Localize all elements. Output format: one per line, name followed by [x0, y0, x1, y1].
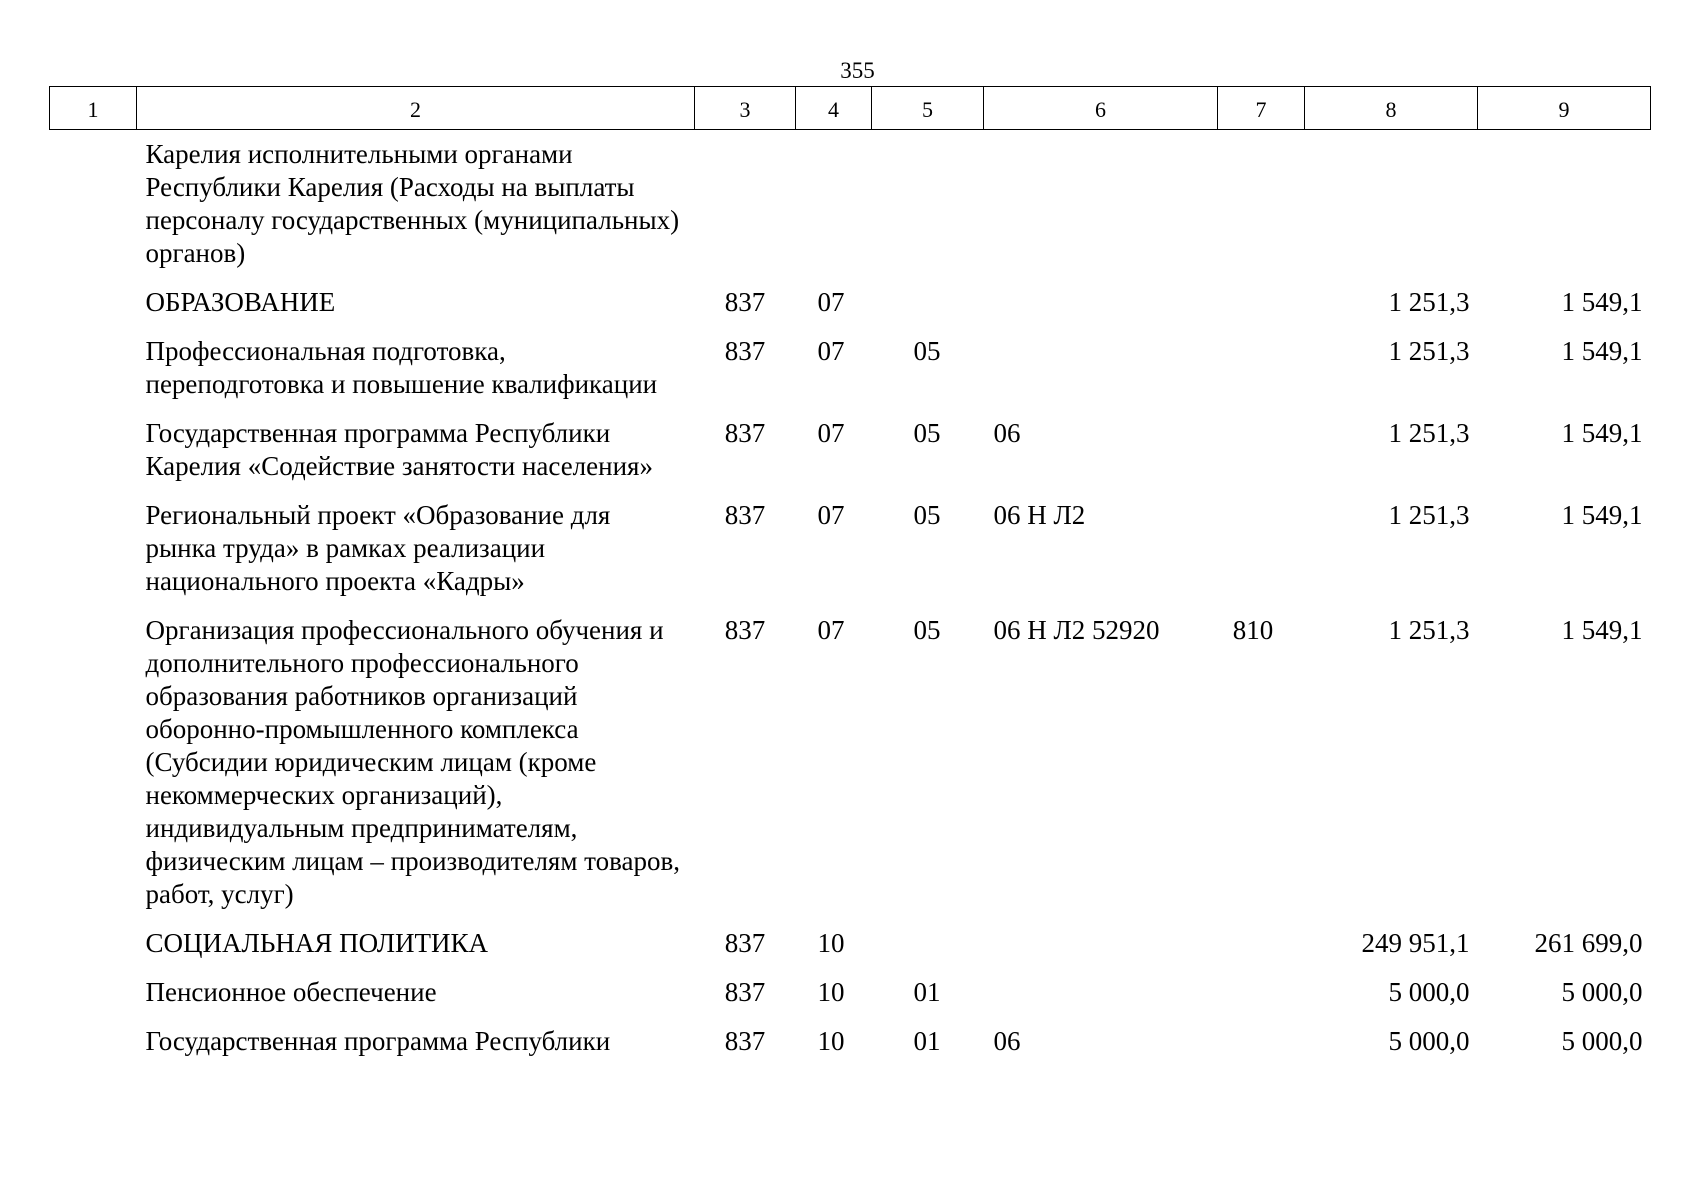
table-row [50, 976, 1651, 1025]
row-number-cell [50, 614, 137, 927]
subsection-code: 05 [913, 336, 941, 366]
column-header-7: 7 [1218, 87, 1305, 130]
amount-year-1: 249 951,1 [1361, 928, 1470, 958]
row-number-cell [50, 927, 137, 976]
row-number-cell [50, 417, 137, 499]
expense-type-code [1218, 976, 1305, 1025]
target-article-code [984, 927, 1218, 976]
column-header-4: 4 [796, 87, 872, 130]
row-number-cell [50, 1025, 137, 1074]
amount-year-1: 5 000,0 [1388, 977, 1470, 1007]
target-article-code [984, 286, 1218, 335]
section-code: 07 [817, 336, 845, 366]
subsection-code: 05 [913, 615, 941, 645]
admin-code: 837 [724, 1026, 766, 1056]
table-row [50, 335, 1651, 417]
amount-year-1: 1 251,3 [1388, 287, 1470, 317]
item-name: Профессиональная подготовка, переподготовка и повышение квалификации [145, 336, 658, 399]
expense-type-code [1218, 499, 1305, 614]
amount-year-1: 1 251,3 [1388, 500, 1470, 530]
column-header-1: 1 [50, 87, 137, 130]
target-article-code: 06 Н Л2 52920 [993, 615, 1160, 645]
column-header-3: 3 [695, 87, 796, 130]
amount-year-2: 1 549,1 [1561, 336, 1643, 366]
admin-code: 837 [724, 615, 766, 645]
item-name: Пенсионное обеспечение [145, 977, 437, 1007]
section-code: 07 [817, 615, 845, 645]
target-article-code [984, 130, 1218, 287]
item-name: Организация профессионального обучения и дополнительного профессионального образования работников организаций оборонно-промышленного комплекса (Субсидии юридическим лицам (кроме некоммерческих организаций), индивидуальным предпринимателям, физическим лицам – производителям товаров, работ, услуг) [145, 615, 680, 909]
amount-year-2: 1 549,1 [1561, 287, 1643, 317]
amount-year-2: 1 549,1 [1561, 500, 1643, 530]
amount-year-2: 1 549,1 [1561, 615, 1643, 645]
subsection-code: 05 [913, 418, 941, 448]
subsection-code: 01 [913, 1026, 941, 1056]
amount-year-2: 1 549,1 [1561, 418, 1643, 448]
target-article-code [984, 335, 1218, 417]
row-number-cell [50, 130, 137, 287]
admin-code: 837 [724, 928, 766, 958]
admin-code: 837 [724, 336, 766, 366]
subsection-code: 01 [913, 977, 941, 1007]
amount-year-1: 1 251,3 [1388, 615, 1470, 645]
amount-year-2 [1478, 130, 1651, 287]
section-code: 10 [817, 928, 845, 958]
subsection-code [872, 130, 984, 287]
table-row [50, 1025, 1651, 1074]
item-name: Региональный проект «Образование для рынка труда» в рамках реализации национального проекта «Кадры» [145, 500, 611, 596]
expense-type-code [1218, 130, 1305, 287]
amount-year-1: 1 251,3 [1388, 336, 1470, 366]
amount-year-2: 5 000,0 [1561, 1026, 1643, 1056]
column-header-2: 2 [137, 87, 695, 130]
admin-code: 837 [724, 287, 766, 317]
amount-year-2: 261 699,0 [1534, 928, 1643, 958]
budget-table [49, 86, 1651, 1074]
section-code [796, 130, 872, 287]
table-row [50, 286, 1651, 335]
expense-type-code [1218, 335, 1305, 417]
header-row [50, 87, 1651, 130]
admin-code: 837 [724, 977, 766, 1007]
page-number: 355 [840, 58, 875, 83]
admin-code [695, 130, 796, 287]
table-row [50, 614, 1651, 927]
section-code: 07 [817, 418, 845, 448]
item-name: Государственная программа Республики [145, 1026, 611, 1056]
section-code: 10 [817, 977, 845, 1007]
target-article-code: 06 [993, 418, 1021, 448]
column-header-6: 6 [984, 87, 1218, 130]
expense-type-code: 810 [1232, 615, 1274, 645]
section-code: 10 [817, 1026, 845, 1056]
target-article-code [984, 976, 1218, 1025]
expense-type-code [1218, 417, 1305, 499]
subsection-code [872, 286, 984, 335]
expense-type-code [1218, 927, 1305, 976]
section-code: 07 [817, 287, 845, 317]
subsection-code [872, 927, 984, 976]
column-number-header [50, 87, 1651, 130]
table-row [50, 927, 1651, 976]
item-name: Карелия исполнительными органами Республики Карелия (Расходы на выплаты персоналу государственных (муниципальных) органов) [145, 139, 680, 268]
amount-year-1: 5 000,0 [1388, 1026, 1470, 1056]
section-code: 07 [817, 500, 845, 530]
admin-code: 837 [724, 500, 766, 530]
target-article-code: 06 Н Л2 [993, 500, 1086, 530]
table-row [50, 130, 1651, 287]
amount-year-2: 5 000,0 [1561, 977, 1643, 1007]
table-row [50, 499, 1651, 614]
column-header-8: 8 [1305, 87, 1478, 130]
row-number-cell [50, 976, 137, 1025]
row-number-cell [50, 286, 137, 335]
row-number-cell [50, 335, 137, 417]
column-header-9: 9 [1478, 87, 1651, 130]
item-name: Государственная программа Республики Карелия «Содействие занятости населения» [145, 418, 653, 481]
expense-type-code [1218, 286, 1305, 335]
subsection-code: 05 [913, 500, 941, 530]
expense-type-code [1218, 1025, 1305, 1074]
table-row [50, 417, 1651, 499]
admin-code: 837 [724, 418, 766, 448]
column-header-5: 5 [872, 87, 984, 130]
row-number-cell [50, 499, 137, 614]
target-article-code: 06 [993, 1026, 1021, 1056]
amount-year-1: 1 251,3 [1388, 418, 1470, 448]
amount-year-1 [1305, 130, 1478, 287]
table-body [50, 130, 1651, 1075]
item-name: ОБРАЗОВАНИЕ [145, 287, 336, 317]
item-name: СОЦИАЛЬНАЯ ПОЛИТИКА [145, 928, 489, 958]
